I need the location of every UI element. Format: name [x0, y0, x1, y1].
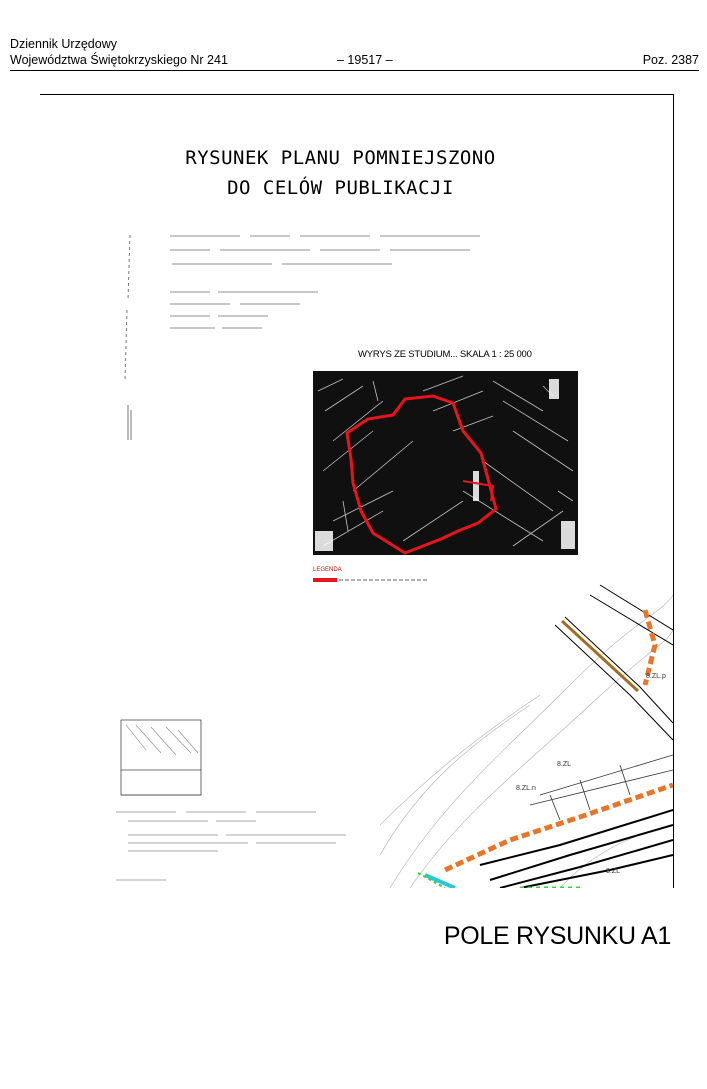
page-number: – 19517 – [337, 53, 393, 67]
zone-label-2: 8.ZL [557, 761, 572, 768]
journal-line-1: Dziennik Urzędowy [10, 37, 117, 51]
plan-fragment [380, 555, 673, 888]
zone-label-1: 8.ZL.p [646, 673, 666, 680]
title-block [116, 715, 366, 888]
zone-label-3: 8.ZL.n [516, 785, 536, 792]
page-header [10, 36, 699, 71]
drawing-frame [40, 94, 674, 888]
drawing-field-label: POLE RYSUNKU A1 [443, 922, 671, 950]
journal-name [10, 36, 228, 68]
study-map [313, 371, 578, 555]
left-margin-marks [120, 230, 160, 445]
position-number: Poz. 2387 [642, 53, 699, 67]
zone-label-4: 8.ZL [606, 868, 621, 875]
faint-title-scribble [170, 230, 510, 330]
legend-label: LEGENDA [313, 567, 342, 573]
study-excerpt-title: WYRYS ZE STUDIUM... SKALA 1 : 25 000 [358, 349, 532, 360]
plan-title-line-2: DO CELÓW PUBLIKACJI [227, 177, 454, 199]
journal-line-2: Województwa Świętokrzyskiego Nr 241 [10, 53, 228, 67]
plan-title-line-1: RYSUNEK PLANU POMNIEJSZONO [185, 147, 496, 169]
